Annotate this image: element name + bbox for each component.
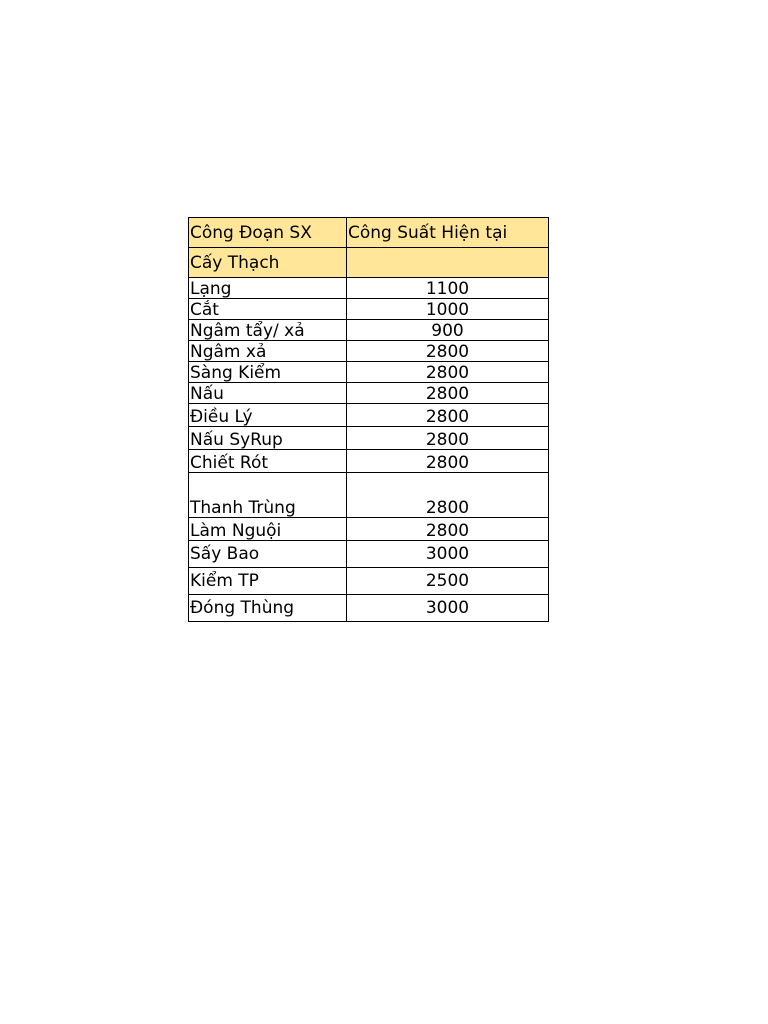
- stage-cell[interactable]: Thanh Trùng: [189, 473, 347, 518]
- capacity-cell[interactable]: 1000: [347, 299, 549, 320]
- capacity-cell[interactable]: 900: [347, 320, 549, 341]
- capacity-cell[interactable]: 2800: [347, 473, 549, 518]
- table-row: [189, 518, 549, 541]
- stage-cell[interactable]: Ngâm xả: [189, 341, 347, 362]
- capacity-cell[interactable]: 3000: [347, 595, 549, 622]
- stage-cell[interactable]: Ngâm tẩy/ xả: [189, 320, 347, 341]
- table-row: [189, 427, 549, 450]
- stage-cell[interactable]: Nấu: [189, 383, 347, 404]
- group-label-cell[interactable]: Cấy Thạch: [189, 248, 347, 278]
- table-row: [189, 320, 549, 341]
- capacity-cell[interactable]: 2800: [347, 383, 549, 404]
- header-stage-cell[interactable]: Công Đoạn SX: [189, 218, 347, 248]
- capacity-cell[interactable]: 2500: [347, 568, 549, 595]
- capacity-table-container: [188, 217, 548, 622]
- stage-cell[interactable]: Đóng Thùng: [189, 595, 347, 622]
- capacity-cell[interactable]: 2800: [347, 450, 549, 473]
- capacity-cell[interactable]: 2800: [347, 427, 549, 450]
- group-row: [189, 248, 549, 278]
- stage-cell[interactable]: Chiết Rót: [189, 450, 347, 473]
- table-row: [189, 404, 549, 427]
- stage-cell[interactable]: Nấu SyRup: [189, 427, 347, 450]
- capacity-cell[interactable]: 2800: [347, 341, 549, 362]
- stage-cell[interactable]: Làm Nguội: [189, 518, 347, 541]
- table-row: [189, 383, 549, 404]
- capacity-cell[interactable]: 2800: [347, 362, 549, 383]
- stage-cell[interactable]: Sàng Kiểm: [189, 362, 347, 383]
- stage-cell[interactable]: Điều Lý: [189, 404, 347, 427]
- stage-cell[interactable]: Cắt: [189, 299, 347, 320]
- table-row: [189, 450, 549, 473]
- table-row: [189, 568, 549, 595]
- table-row: [189, 341, 549, 362]
- table-row: [189, 541, 549, 568]
- table-row: [189, 299, 549, 320]
- header-capacity-cell[interactable]: Công Suất Hiện tại: [347, 218, 549, 248]
- group-empty-cell[interactable]: [347, 248, 549, 278]
- table-row: [189, 595, 549, 622]
- table-row: [189, 278, 549, 299]
- capacity-cell[interactable]: 3000: [347, 541, 549, 568]
- capacity-cell[interactable]: 2800: [347, 518, 549, 541]
- stage-cell[interactable]: Lạng: [189, 278, 347, 299]
- capacity-cell[interactable]: 1100: [347, 278, 549, 299]
- capacity-table: [188, 217, 549, 622]
- capacity-cell[interactable]: 2800: [347, 404, 549, 427]
- stage-cell[interactable]: Kiểm TP: [189, 568, 347, 595]
- table-row: [189, 362, 549, 383]
- table-row: [189, 473, 549, 518]
- table-header-row: [189, 218, 549, 248]
- stage-cell[interactable]: Sấy Bao: [189, 541, 347, 568]
